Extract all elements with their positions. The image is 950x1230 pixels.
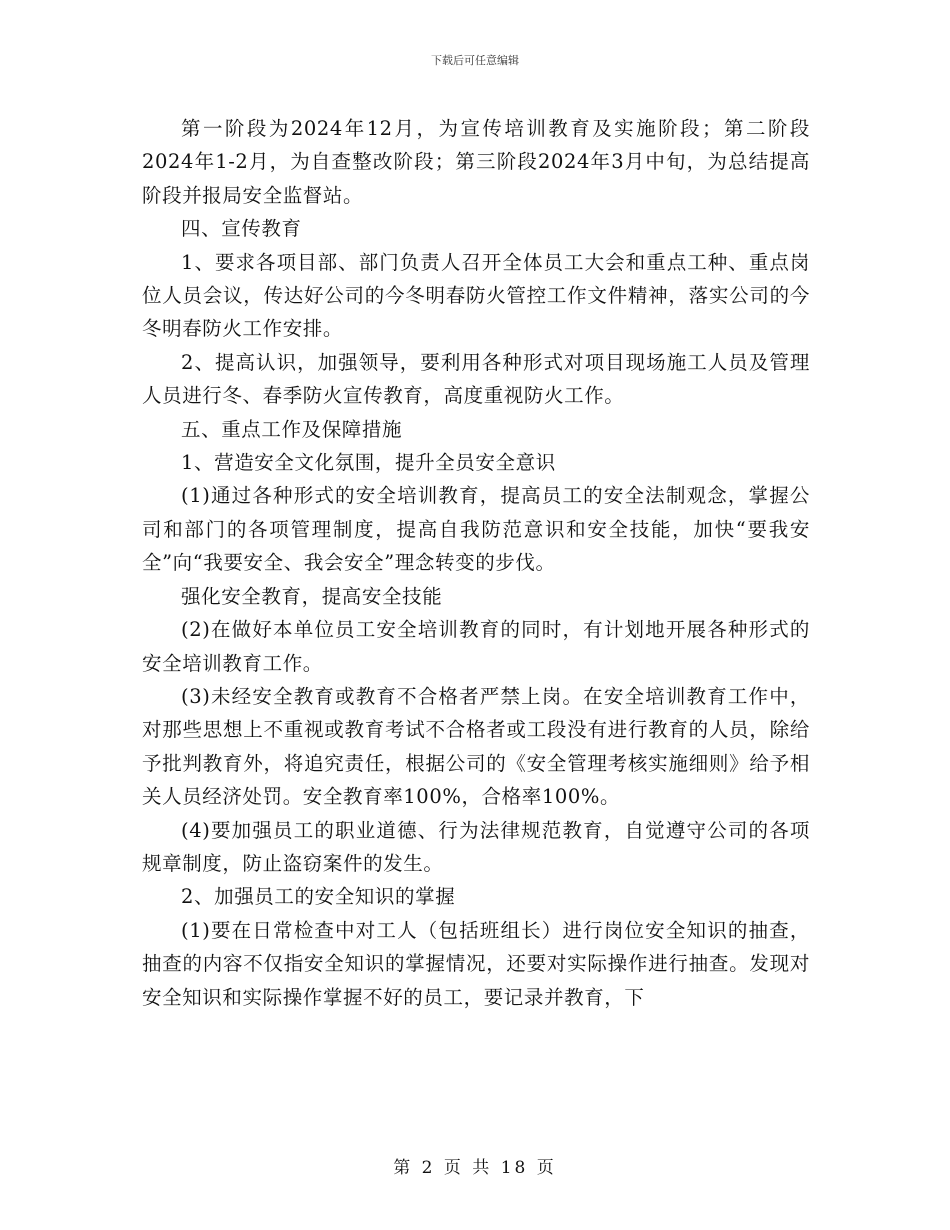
subheading-safety-culture: 1、营造安全文化氛围，提升全员安全意识 bbox=[181, 451, 556, 475]
paragraph-item-2: (2)在做好本单位员工安全培训教育的同时，有计划地开展各种形式的安全培训教育工作。 bbox=[142, 618, 810, 675]
paragraph-meetings: 1、要求各项目部、部门负责人召开全体员工大会和重点工种、重点岗位人员会议，传达好公司的今冬明春防火管控工作文件精神，落实公司的今冬明春防火工作安排。 bbox=[142, 250, 810, 341]
section-heading-publicity: 四、宣传教育 bbox=[181, 217, 302, 241]
page-number: 第 2 页 共 18 页 bbox=[393, 1158, 557, 1178]
paragraph-knowledge-item-1: (1)要在日常检查中对工人（包括班组长）进行岗位安全知识的抽查，抽查的内容不仅指安全知识的掌握情况，还要对实际操作进行抽查。发现对安全知识和实际操作掌握不好的员工，要记录并教育，下 bbox=[142, 918, 810, 1009]
paragraph-item-1: (1)通过各种形式的安全培训教育，提高员工的安全法制观念，掌握公司和部门的各项管理制度，提高自我防范意识和安全技能，加快“要我安全”向“我要安全、我会安全”理念转变的步伐。 bbox=[142, 484, 810, 575]
paragraph-item-3: (3)未经安全教育或教育不合格者严禁上岗。在安全培训教育工作中，对那些思想上不重视或教育考试不合格者或工段没有进行教育的人员，除给予批判教育外，将追究责任，根据公司的《安全管理考核实施细则》给予相关人员经济处罚。安全教育率100%，合格率100%。 bbox=[142, 684, 810, 809]
page-header: 下载后可任意编辑 bbox=[431, 54, 519, 67]
section-heading-key-work: 五、重点工作及保障措施 bbox=[181, 417, 403, 441]
subheading-safety-knowledge: 2、加强员工的安全知识的掌握 bbox=[181, 885, 456, 909]
paragraph-awareness: 2、提高认识，加强领导，要利用各种形式对项目现场施工人员及管理人员进行冬、春季防火宣传教育，高度重视防火工作。 bbox=[142, 350, 810, 408]
subheading-safety-education: 强化安全教育，提高安全技能 bbox=[181, 584, 443, 608]
document-body bbox=[142, 112, 810, 1014]
paragraph-stage-schedule: 第一阶段为2024年12月，为宣传培训教育及实施阶段；第二阶段2024年1-2月，为自查整改阶段；第三阶段2024年3月中旬，为总结提高阶段并报局安全监督站。 bbox=[142, 117, 810, 207]
paragraph-item-4: (4)要加强员工的职业道德、行为法律规范教育，自觉遵守公司的各项规章制度，防止盗窃案件的发生。 bbox=[142, 818, 810, 875]
